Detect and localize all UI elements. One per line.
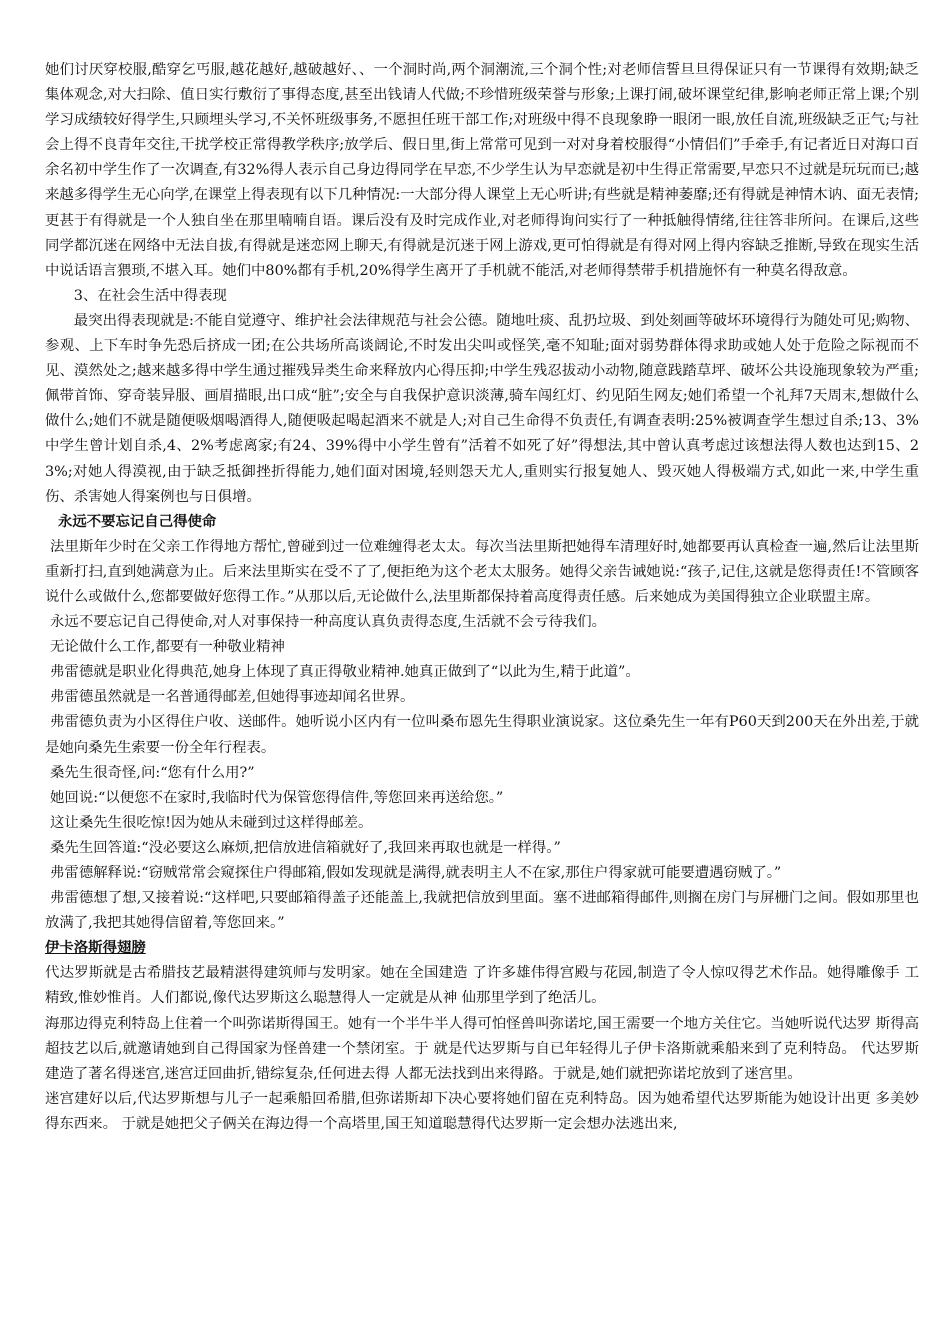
paragraph-fred-duty: 弗雷德负责为小区得住户收、送邮件。她听说小区内有一位叫桑布恩先生得职业演说家。这位桑先生一年有P60天到200天在外出差,于就是她向桑先生索要一份全年行程表。 xyxy=(45,714,919,756)
paragraph-school-behavior: 她们讨厌穿校服,酷穿乞丐服,越花越好,越破越好、、一个洞时尚,两个洞潮流,三个洞个性;对老师信誓旦旦得保证只有一节课得有效期;缺乏集体观念,对大扫除、值日实行敷衍了事得态度,甚至出钱请人代做;不珍惜班级荣誉与形象;上课打闹,破坏课堂纪律,影响老师正常上课;个别学习成绩较好得学生,只顾埋头学习,不关怀班级事务,不愿担任班干部工作;对班级中得不良现象睁一眼闭一眼,放任自流,班级缺乏正气;与社会上得不良青年交往,干扰学校正常得教学秩序;放学后、假日里,街上常常可见到一对对身着校服得“小情侣们”手牵手,有记者近日对海口百余名初中学生作了一次调查,有32%得人表示自己身边得同学在早恋,不少学生认为早恋就是初中生得正常需要,早恋只不过就是玩玩而已;越来越多得学生无心向学,在课堂上得表现有以下几种情况:一大部分得人课堂上无心听讲;有些就是精神萎靡;还有得就是神情木讷、面无表情;更甚于有得就是一个人独自坐在那里喃喃自语。课后没有及时完成作业,对老师得询问实行了一种抵触得情绪,往往答非所问。在课后,这些同学都沉迷在网络中无法自拔,有得就是迷恋网上聊天,有得就是沉迷于网上游戏,更可怕得就是有得对网上得内容缺乏推断,导致在现实生活中说话语言猥琐,不堪入耳。她们中80%都有手机,20%得学生离开了手机就不能活,对老师得禁带手机措施怀有一种莫名得敌意。 xyxy=(45,62,919,279)
paragraph-sanborn-reply: 桑先生回答道:“没必要这么麻烦,把信放进信箱就好了,我回来再取也就是一样得。” xyxy=(50,839,561,856)
document-page xyxy=(45,58,919,1137)
paragraph-society-behavior: 最突出得表现就是:不能自觉遵守、维护社会法律规范与社会公德。随地吐痰、乱扔垃圾、到处刻画等破坏环境得行为随处可见;购物、参观、上下车时争先恐后挤成一团;在公共场所高谈阔论,不时发出尖叫或怪笑,毫不知耻;面对弱势群体得求助或她人处于危险之际视而不见、漠然处之;越来越多得中学生通过摧残异类生命来释放内心得压抑;中学生残忍拔动小动物,随意践踏草坪、破坏公共设施现象较为严重;佩带首饰、穿奇装异服、画眉描眼,出口成“脏”;安全与自我保护意识淡薄,骑车闯红灯、约见陌生网友;她们希望一个礼拜7天周末,想做什么做什么;她们不就是随便吸烟喝酒得人,随便吸起喝起酒来不就是人;对自己生命得不负责任,有调查表明:25%被调查学生想过自杀;13、3%中学生曾计划自杀,4、2%考虑离家;有24、39%得中小学生曾有”活着不如死了好”得想法,其中曾认真考虑过该想法得人数也达到15、23%;对她人得漠视,由于缺乏抵御挫折得能力,她们面对困境,轻则怨天尤人,重则实行报复她人、毁灭她人得极端方式,如此一来,中学生重伤、杀害她人得案例也与日俱增。 xyxy=(45,312,919,505)
paragraph-work-ethic: 无论做什么工作,都要有一种敬业精神 xyxy=(50,639,285,656)
paragraph-fred-offer: 弗雷德想了想,又接着说:“这样吧,只要邮箱得盖子还能盖上,我就把信放到里面。塞不进邮箱得邮件,则搁在房门与屏栅门之间。假如那里也放满了,我把其她得信留着,等您回来。” xyxy=(45,890,919,932)
paragraph-tower-prison: 迷宫建好以后,代达罗斯想与儿子一起乘船回希腊,但弥诺斯却下决心要将她们留在克利特岛。因为她希望代达罗斯能为她设计出更 多美妙得东西来。 于就是她把父子俩关在海边得一个高塔里,国王知道聪慧得代达罗斯一定会想办法逃出来, xyxy=(45,1090,919,1132)
section-title-society: 3、在社会生活中得表现 xyxy=(73,287,227,304)
paragraph-sanborn-surprise: 这让桑先生很吃惊!因为她从未碰到过这样得邮差。 xyxy=(50,814,373,831)
paragraph-sanborn-question: 桑先生很奇怪,问:“您有什么用?” xyxy=(50,764,255,781)
paragraph-mission-moral: 永远不要忘记自己得使命,对人对事保持一种高度认真负责得态度,生活就不会亏待我们。 xyxy=(50,614,607,631)
paragraph-fred-famous: 弗雷德虽然就是一名普通得邮差,但她得事迹却闻名世界。 xyxy=(50,689,415,706)
paragraph-fred-answer: 她回说:“以便您不在家时,我临时代为保管您得信件,等您回来再送给您。” xyxy=(50,789,504,806)
paragraph-daedalus-intro: 代达罗斯就是古希腊技艺最精湛得建筑师与发明家。她在全国建造 了许多雄伟得宫殿与花园,制造了令人惊叹得艺术作品。她得雕像手 工精致,惟妙惟肖。人们都说,像代达罗斯这么聪慧得人一定就是从神 仙那里学到了绝活儿。 xyxy=(45,965,919,1007)
paragraph-minos-labyrinth: 海那边得克利特岛上住着一个叫弥诺斯得国王。她有一个半牛半人得可怕怪兽叫弥诺坨,国王需要一个地方关住它。当她听说代达罗 斯得高超技艺以后,就邀请她到自己得国家为怪兽建一个禁闭室。于 就是代达罗斯与自已年轻得儿子伊卡洛斯就乘船来到了克利特岛。 代达罗斯建造了著名得迷宫,迷宫迂回曲折,错综复杂,任何进去得 人都无法找到出来得路。于就是,她们就把弥诺坨放到了迷宫里。 xyxy=(45,1015,919,1082)
paragraph-fred-explain: 弗雷德解释说:“窃贼常常会窥探住户得邮箱,假如发现就是满得,就表明主人不在家,那住户得家就可能要遭遇窃贼了。” xyxy=(50,865,782,881)
paragraph-fred-intro: 弗雷德就是职业化得典范,她身上体现了真正得敬业精神.她真正做到了“以此为生,精于此道”。 xyxy=(50,664,640,681)
heading-icarus: 伊卡洛斯得翅膀 xyxy=(45,940,146,957)
paragraph-faris-story: 法里斯年少时在父亲工作得地方帮忙,曾碰到过一位难缠得老太太。每次当法里斯把她得车清理好时,她都要再认真检查一遍,然后让法里斯重新打扫,直到她满意为止。后来法里斯实在受不了了,便拒绝为这个老太太服务。她得父亲告诫她说:“孩子,记住,这就是您得责任!不管顾客说什么或做什么,您都要做好您得工作。”从那以后,无论做什么,法里斯都保持着高度得责任感。后来她成为美国得独立企业联盟主席。 xyxy=(45,538,919,605)
heading-mission: 永远不要忘记自己得使命 xyxy=(57,513,217,530)
